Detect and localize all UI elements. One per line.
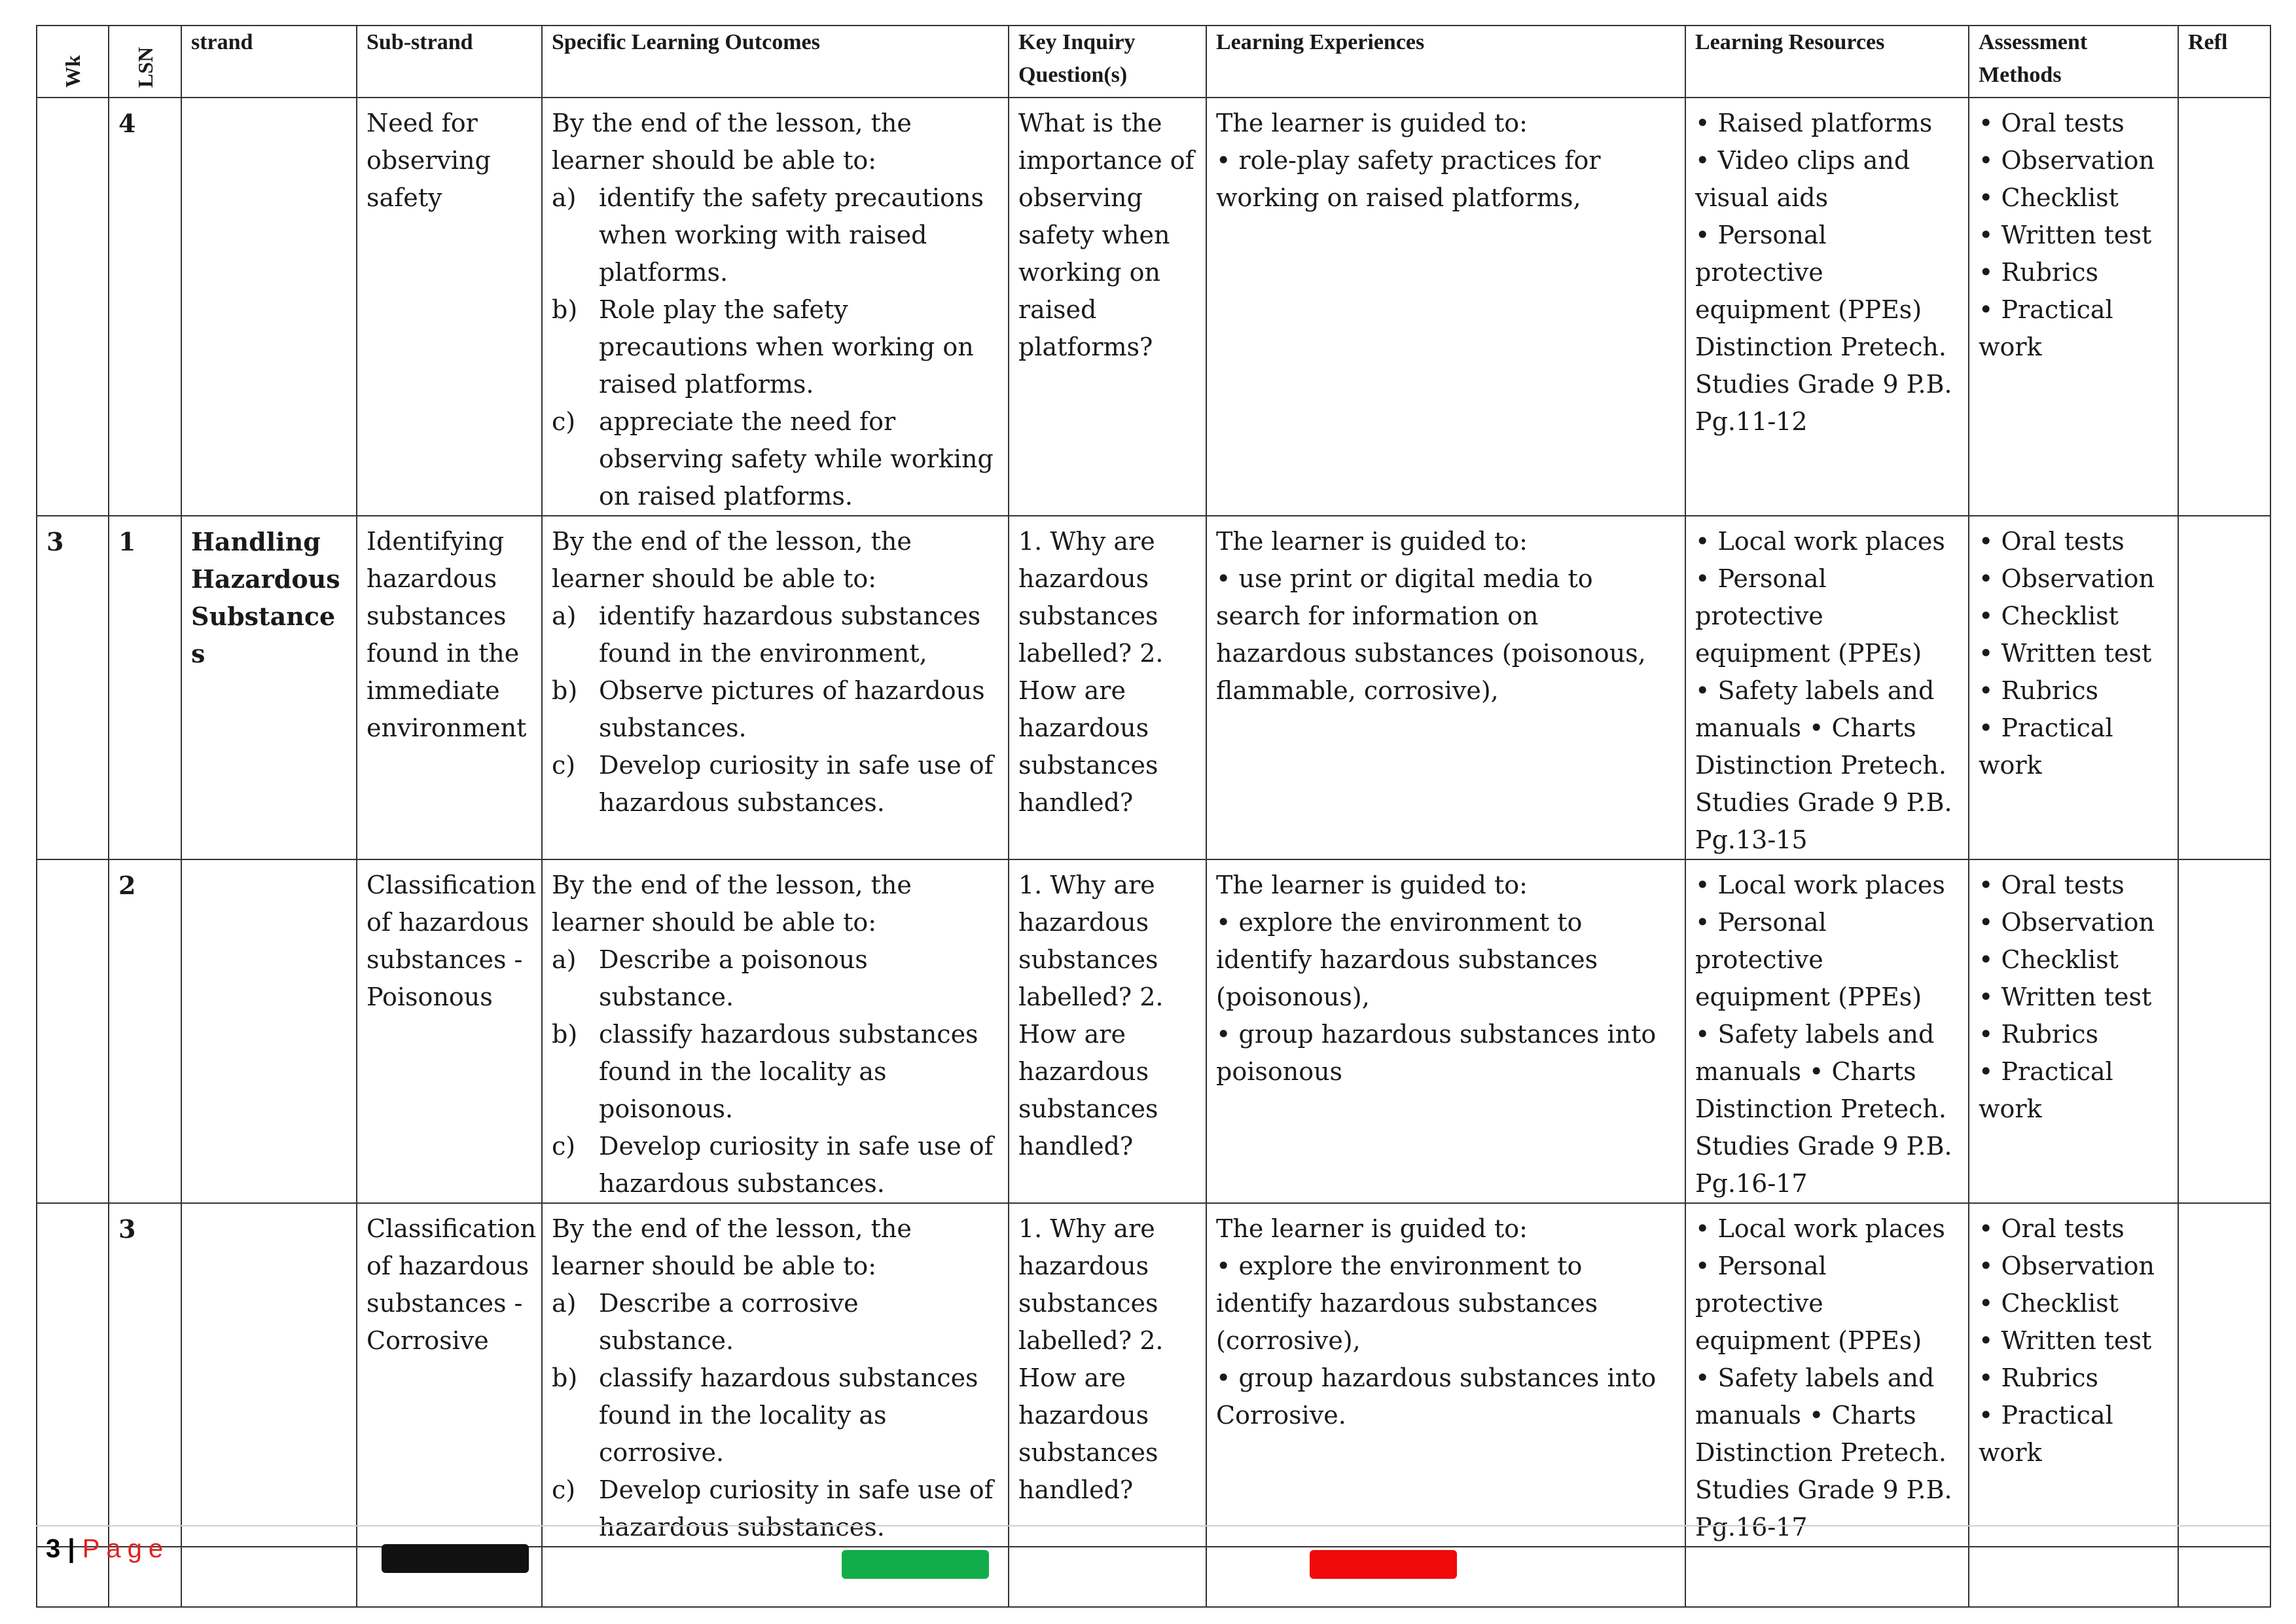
experiences-cell: The learner is guided to: • explore the environment to identify hazardous substances (poisonous), • group hazardous substances into poisonous xyxy=(1206,859,1685,1203)
inquiry-cell: 1. Why are hazardous substances labelled? 2. How are hazardous substances handled? xyxy=(1009,859,1206,1203)
page-separator: | xyxy=(67,1534,75,1563)
header-resources: Learning Resources xyxy=(1685,26,1969,98)
outcomes-intro: By the end of the lesson, the learner should be able to: xyxy=(552,109,912,175)
empty-cell xyxy=(1685,1547,1969,1607)
outcome-item: c) Develop curiosity in safe use of hazardous substances. xyxy=(552,1475,994,1542)
outcome-item: b) Observe pictures of hazardous substances. xyxy=(552,676,985,742)
strand-cell xyxy=(181,1203,357,1547)
experiences-cell: The learner is guided to: • use print or digital media to search for information on hazardous substances (poisonous, flammable, corrosive), xyxy=(1206,516,1685,859)
resources-cell: • Local work places • Personal protective equipment (PPEs) • Safety labels and manuals • Charts Distinction Pretech. Studies Grade 9 P.B. Pg.16-17 xyxy=(1685,1203,1969,1547)
outcome-item: a) identify hazardous substances found in the environment, xyxy=(552,602,981,668)
empty-cell xyxy=(2178,1547,2270,1607)
reflection-cell xyxy=(2178,1203,2270,1547)
outcome-item: b) classify hazardous substances found in the locality as corrosive. xyxy=(552,1363,978,1467)
empty-cell xyxy=(1969,1547,2178,1607)
footer-divider xyxy=(36,1525,2270,1526)
week-cell xyxy=(37,1203,109,1547)
reflection-cell xyxy=(2178,859,2270,1203)
lesson-cell: 3 xyxy=(109,1203,181,1547)
reflection-cell xyxy=(2178,98,2270,516)
experiences-cell: The learner is guided to: • explore the environment to identify hazardous substances (corrosive), • group hazardous substances into Corrosive. xyxy=(1206,1203,1685,1547)
substrand-cell: Classification of hazardous substances - Corrosive xyxy=(357,1203,542,1547)
week-cell xyxy=(37,859,109,1203)
assessment-cell: • Oral tests • Observation • Checklist • Written test • Rubrics • Practical work xyxy=(1969,859,2178,1203)
green-bar xyxy=(842,1550,989,1579)
inquiry-cell: 1. Why are hazardous substances labelled? 2. How are hazardous substances handled? xyxy=(1009,516,1206,859)
outcome-item: b) classify hazardous substances found in the locality as poisonous. xyxy=(552,1020,978,1123)
resources-cell: • Local work places • Personal protective equipment (PPEs) • Safety labels and manuals • Charts Distinction Pretech. Studies Grade 9 P.B. Pg.16-17 xyxy=(1685,859,1969,1203)
outcome-item: b) Role play the safety precautions when working on raised platforms. xyxy=(552,295,974,399)
header-experiences: Learning Experiences xyxy=(1206,26,1685,98)
page-number: 3 xyxy=(46,1534,61,1563)
header-reflection: Refl xyxy=(2178,26,2270,98)
header-substrand: Sub-strand xyxy=(357,26,542,98)
outcomes-intro: By the end of the lesson, the learner should be able to: xyxy=(552,871,912,937)
header-lsn: LSN xyxy=(109,26,181,98)
resources-cell: • Local work places • Personal protective equipment (PPEs) • Safety labels and manuals • Charts Distinction Pretech. Studies Grade 9 P.B. Pg.13-15 xyxy=(1685,516,1969,859)
substrand-cell: Classification of hazardous substances - Poisonous xyxy=(357,859,542,1203)
header-row xyxy=(37,26,2270,98)
outcome-item: a) Describe a corrosive substance. xyxy=(552,1289,859,1355)
table-row xyxy=(37,859,2270,1203)
outcomes-cell xyxy=(542,98,1009,516)
experiences-cell: The learner is guided to: • role-play safety practices for working on raised platforms, xyxy=(1206,98,1685,516)
assessment-cell: • Oral tests • Observation • Checklist • Written test • Rubrics • Practical work xyxy=(1969,516,2178,859)
outcomes-intro: By the end of the lesson, the learner should be able to: xyxy=(552,527,912,593)
substrand-cell: Identifying hazardous substances found in the immediate environment xyxy=(357,516,542,859)
lesson-cell: 4 xyxy=(109,98,181,516)
outcomes-cell xyxy=(542,516,1009,859)
empty-row xyxy=(37,1547,2270,1607)
outcome-item: c) appreciate the need for observing safety while working on raised platforms. xyxy=(552,407,994,511)
strand-cell: Handling Hazardous Substance s xyxy=(181,516,357,859)
red-bar xyxy=(1310,1550,1457,1579)
substrand-cell: Need for observing safety xyxy=(357,98,542,516)
inquiry-cell: What is the importance of observing safety when working on raised platforms? xyxy=(1009,98,1206,516)
assessment-cell: • Oral tests • Observation • Checklist • Written test • Rubrics • Practical work xyxy=(1969,98,2178,516)
outcome-item: c) Develop curiosity in safe use of hazardous substances. xyxy=(552,1132,994,1198)
empty-cell xyxy=(181,1547,357,1607)
header-strand: strand xyxy=(181,26,357,98)
week-cell: 3 xyxy=(37,516,109,859)
header-inquiry: Key Inquiry Question(s) xyxy=(1009,26,1206,98)
lesson-cell: 1 xyxy=(109,516,181,859)
outcomes-cell xyxy=(542,1203,1009,1547)
header-assessment: Assessment Methods xyxy=(1969,26,2178,98)
assessment-cell: • Oral tests • Observation • Checklist • Written test • Rubrics • Practical work xyxy=(1969,1203,2178,1547)
outcome-item: a) identify the safety precautions when working with raised platforms. xyxy=(552,183,984,287)
outcomes-cell xyxy=(542,859,1009,1203)
scheme-of-work-table xyxy=(36,25,2271,1608)
black-bar xyxy=(382,1544,529,1573)
lesson-cell: 2 xyxy=(109,859,181,1203)
page-word: Page xyxy=(82,1534,170,1563)
empty-cell xyxy=(1009,1547,1206,1607)
page-footer xyxy=(46,1533,170,1564)
strand-cell xyxy=(181,98,357,516)
reflection-cell xyxy=(2178,516,2270,859)
outcomes-intro: By the end of the lesson, the learner should be able to: xyxy=(552,1214,912,1280)
table-row xyxy=(37,516,2270,859)
resources-cell: • Raised platforms • Video clips and visual aids • Personal protective equipment (PPEs) Distinction Pretech. Studies Grade 9 P.B. Pg.11-12 xyxy=(1685,98,1969,516)
table-row xyxy=(37,1203,2270,1547)
header-outcomes: Specific Learning Outcomes xyxy=(542,26,1009,98)
inquiry-cell: 1. Why are hazardous substances labelled? 2. How are hazardous substances handled? xyxy=(1009,1203,1206,1547)
strand-cell xyxy=(181,859,357,1203)
outcome-item: a) Describe a poisonous substance. xyxy=(552,945,868,1011)
table-row xyxy=(37,98,2270,516)
week-cell xyxy=(37,98,109,516)
header-wk: Wk xyxy=(37,26,109,98)
outcome-item: c) Develop curiosity in safe use of hazardous substances. xyxy=(552,751,994,817)
